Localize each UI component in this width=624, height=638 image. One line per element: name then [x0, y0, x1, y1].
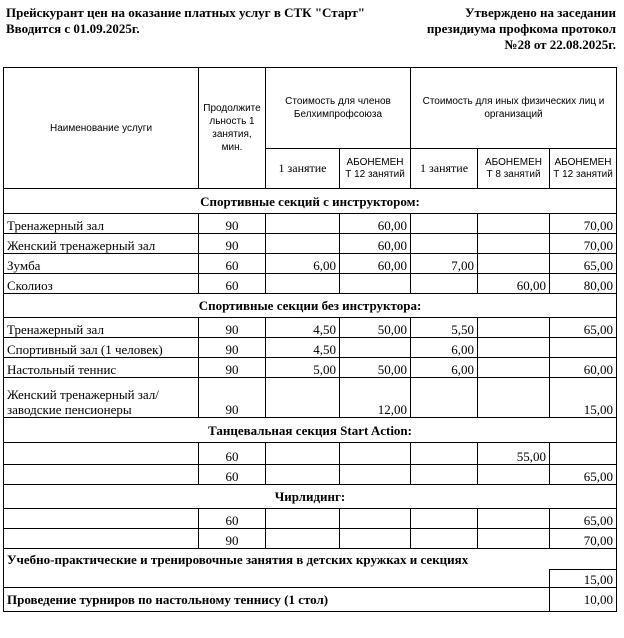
member-abon12-cell [340, 465, 411, 485]
service-name: Женский тренажерный зал/заводские пенсионеры [4, 378, 199, 418]
member-one-cell [266, 378, 340, 418]
header-left [6, 5, 365, 37]
children-price-cell: 15,00 [550, 570, 617, 588]
table-row [4, 274, 617, 294]
service-name [4, 529, 199, 549]
other-abon12-cell: 60,00 [550, 358, 617, 378]
duration-cell: 60 [199, 274, 266, 294]
other-abon12-cell: 65,00 [550, 509, 617, 529]
duration-cell: 90 [199, 358, 266, 378]
other-abon8-cell: 60,00 [478, 274, 550, 294]
duration-cell: 90 [199, 338, 266, 358]
other-abon8-cell [478, 254, 550, 274]
service-name [4, 509, 199, 529]
member-one-cell: 4,50 [266, 338, 340, 358]
other-abon12-cell [550, 443, 617, 465]
other-abon8-cell [478, 358, 550, 378]
col-header-one-session: 1 занятие [266, 149, 340, 189]
member-one-cell [266, 214, 340, 234]
other-abon8-cell [478, 214, 550, 234]
other-abon12-cell: 70,00 [550, 234, 617, 254]
table-row [4, 443, 617, 465]
other-abon12-cell: 65,00 [550, 318, 617, 338]
duration-cell: 60 [199, 254, 266, 274]
other-one-cell [411, 509, 478, 529]
other-abon12-cell: 65,00 [550, 254, 617, 274]
member-abon12-cell: 12,00 [340, 378, 411, 418]
member-one-cell: 4,50 [266, 318, 340, 338]
section-title: Танцевальная секция Start Action: [4, 418, 617, 443]
other-abon8-cell [478, 378, 550, 418]
header-right [427, 5, 616, 53]
member-abon12-cell [340, 509, 411, 529]
section-title: Чирлидинг: [4, 485, 617, 509]
approval-line-1: Утверждено на заседании [465, 5, 616, 20]
col-header-abon12-b: АБОНЕМЕН Т 12 занятий [550, 149, 617, 189]
duration-cell: 90 [199, 234, 266, 254]
duration-cell: 90 [199, 214, 266, 234]
service-name: Зумба [4, 254, 199, 274]
other-abon8-cell [478, 318, 550, 338]
col-header-others: Стоимость для иных физических лиц и организаций [411, 68, 617, 149]
other-abon8-cell [478, 529, 550, 549]
other-abon12-cell: 65,00 [550, 465, 617, 485]
other-one-cell [411, 378, 478, 418]
service-name: Тренажерный зал [4, 214, 199, 234]
service-name: Спортивный зал (1 человек) [4, 338, 199, 358]
col-header-service: Наименование услуги [4, 68, 199, 189]
other-one-cell [411, 214, 478, 234]
service-name [4, 443, 199, 465]
member-one-cell [266, 509, 340, 529]
service-name: Тренажерный зал [4, 318, 199, 338]
member-abon12-cell [340, 443, 411, 465]
col-header-abon8: АБОНЕМЕН Т 8 занятий [478, 149, 550, 189]
other-abon12-cell: 70,00 [550, 214, 617, 234]
approval-line-2: президиума профкома протокол [426, 21, 616, 36]
other-abon12-cell: 15,00 [550, 378, 617, 418]
other-one-cell [411, 274, 478, 294]
other-abon8-cell [478, 465, 550, 485]
table-row [4, 338, 617, 358]
duration-cell: 90 [199, 318, 266, 338]
table-row [4, 529, 617, 549]
other-one-cell: 6,00 [411, 358, 478, 378]
member-one-cell [266, 529, 340, 549]
price-table [3, 67, 617, 612]
table-row [4, 234, 617, 254]
other-abon12-cell [550, 338, 617, 358]
table-row [4, 318, 617, 338]
duration-cell: 60 [199, 443, 266, 465]
member-abon12-cell [340, 529, 411, 549]
member-one-cell: 6,00 [266, 254, 340, 274]
other-one-cell [411, 443, 478, 465]
spacer-cell [4, 570, 550, 588]
member-one-cell: 5,00 [266, 358, 340, 378]
table-row [4, 509, 617, 529]
other-abon8-cell [478, 338, 550, 358]
other-one-cell [411, 234, 478, 254]
table-row [4, 358, 617, 378]
service-name: Женский тренажерный зал [4, 234, 199, 254]
col-header-abon12: АБОНЕМЕН Т 12 занятий [340, 149, 411, 189]
table-row [4, 378, 617, 418]
price-list-title: Прейскурант цен на оказание платных услуг в СТК "Старт" [6, 5, 365, 20]
duration-cell: 60 [199, 509, 266, 529]
col-header-one-session-b: 1 занятие [411, 149, 478, 189]
col-header-members: Стоимость для членов Белхимпрофсоюза [266, 68, 411, 149]
other-abon8-cell: 55,00 [478, 443, 550, 465]
other-abon8-cell [478, 509, 550, 529]
member-abon12-cell: 60,00 [340, 234, 411, 254]
other-one-cell: 5,50 [411, 318, 478, 338]
member-one-cell [266, 465, 340, 485]
duration-cell: 90 [199, 529, 266, 549]
member-one-cell [266, 234, 340, 254]
member-abon12-cell: 60,00 [340, 214, 411, 234]
member-abon12-cell: 50,00 [340, 358, 411, 378]
member-abon12-cell [340, 338, 411, 358]
table-row [4, 465, 617, 485]
other-one-cell: 7,00 [411, 254, 478, 274]
section-title-tournament: Проведение турниров по настольному теннису (1 стол) [4, 588, 550, 612]
section-title-children: Учебно-практические и тренировочные занятия в детских кружках и секциях [4, 549, 617, 570]
other-abon12-cell: 70,00 [550, 529, 617, 549]
effective-date: Вводится с 01.09.2025г. [6, 21, 140, 36]
member-abon12-cell: 60,00 [340, 254, 411, 274]
table-row [4, 254, 617, 274]
member-one-cell [266, 443, 340, 465]
service-name: Настольный теннис [4, 358, 199, 378]
other-one-cell [411, 465, 478, 485]
member-one-cell [266, 274, 340, 294]
section-title: Спортивные секций с инструктором: [4, 189, 617, 214]
member-abon12-cell: 50,00 [340, 318, 411, 338]
approval-line-3: №28 от 22.08.2025г. [504, 37, 616, 52]
duration-cell: 90 [199, 378, 266, 418]
section-title: Спортивные секции без инструктора: [4, 294, 617, 318]
service-name [4, 465, 199, 485]
duration-cell: 60 [199, 465, 266, 485]
other-abon8-cell [478, 234, 550, 254]
other-one-cell: 6,00 [411, 338, 478, 358]
col-header-duration: Продолжите льность 1 занятия, мин. [199, 68, 266, 189]
other-abon12-cell: 80,00 [550, 274, 617, 294]
other-one-cell [411, 529, 478, 549]
service-name: Сколиоз [4, 274, 199, 294]
table-row [4, 214, 617, 234]
tournament-price-cell: 10,00 [550, 588, 617, 612]
member-abon12-cell [340, 274, 411, 294]
